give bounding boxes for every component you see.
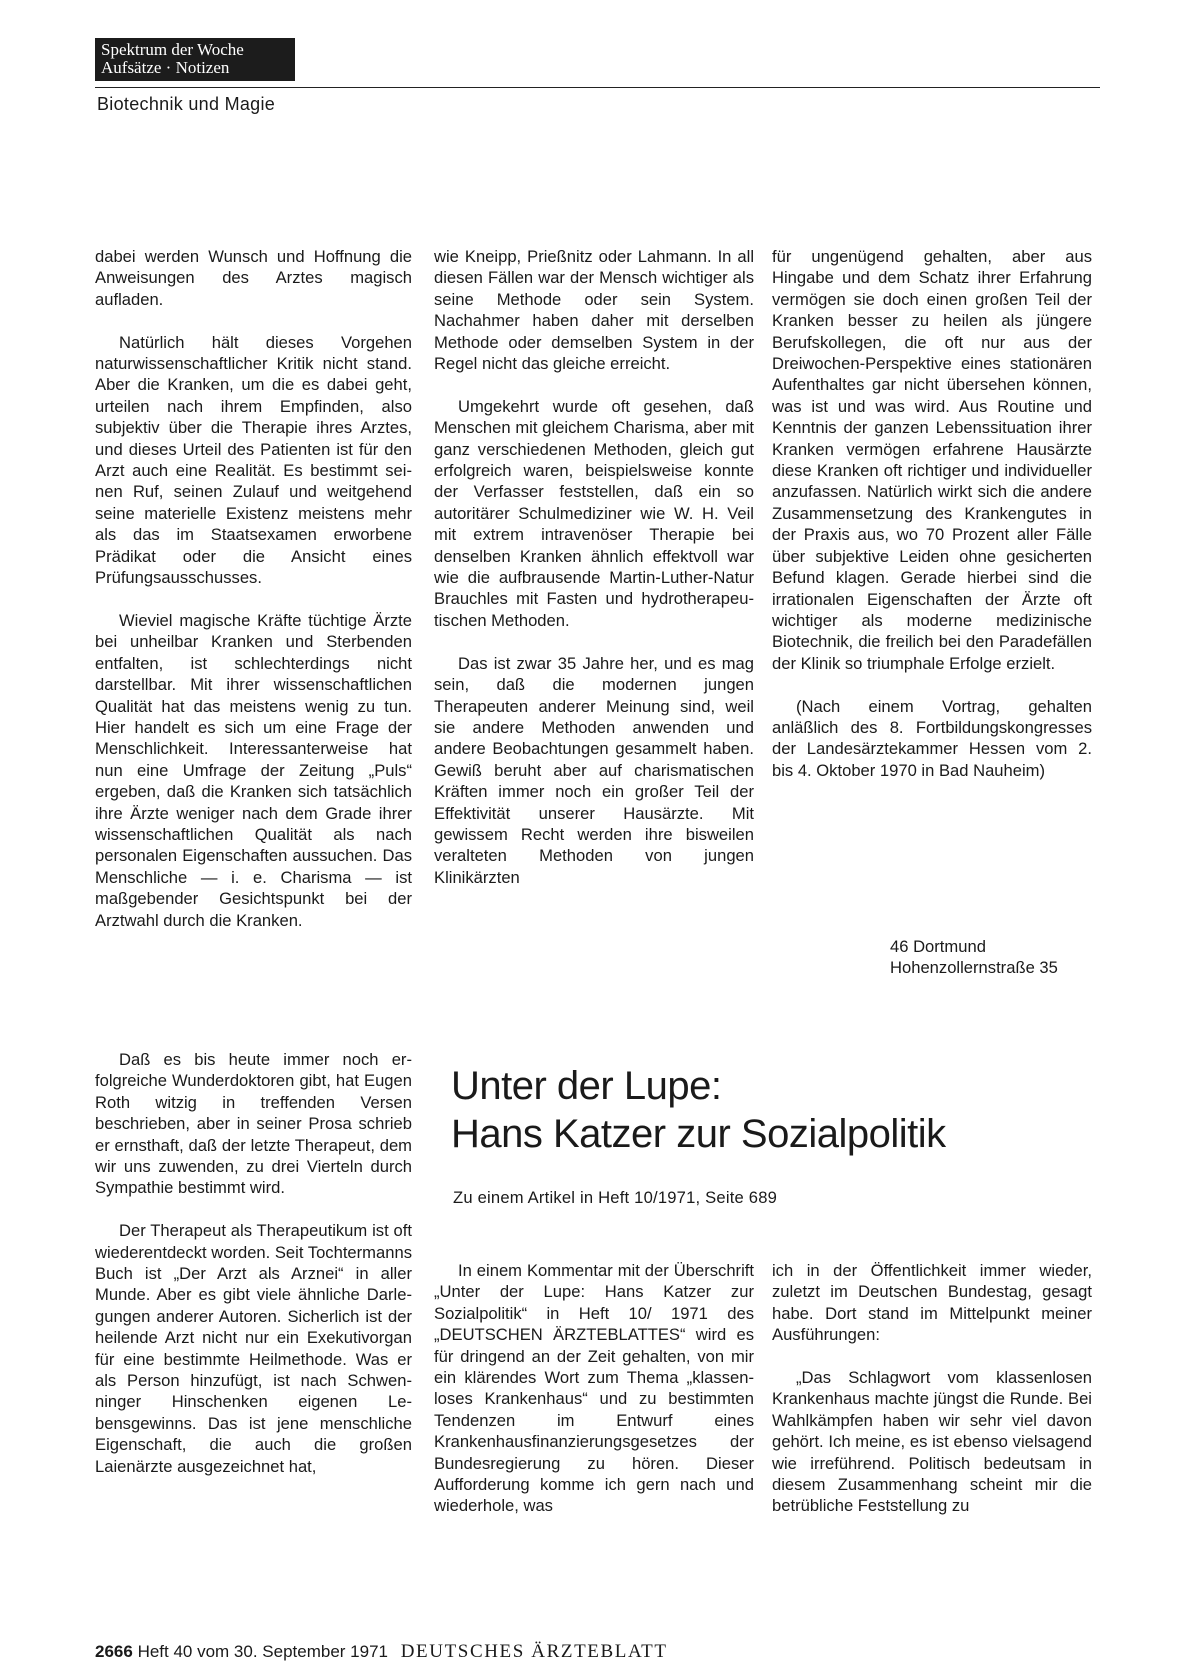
section-tag-line2: Aufsätze · Notizen: [101, 58, 230, 77]
paragraph: Das ist zwar 35 Jahre her, und es mag sein, daß die modernen jungen Therapeuten anderer Meinung sind, weil sie andere Methoden anwenden und andere Beobachtungen gesammelt haben. Gewiß beruht aber auf charismatischen Kräften immer noch ein großer Teil der Effektivität unserer Hausärzte. Mit gewissem Recht werden ihre bisweilen veralteten Methoden von jungen Klinikärzten: [434, 653, 754, 887]
issue-info: Heft 40 vom 30. September 1971: [137, 1642, 388, 1661]
author-address: [890, 936, 1058, 979]
address-city: 46 Dortmund: [890, 937, 986, 956]
article2-headline: [451, 1062, 1091, 1158]
journal-name: DEUTSCHES ÄRZTEBLATT: [400, 1641, 668, 1662]
paragraph: ich in der Öffentlichkeit immer wieder, zuletzt im Deutschen Bundestag, gesagt habe. Dort stand im Mittelpunkt meiner Ausführungen:: [772, 1261, 1092, 1345]
paragraph: „Das Schlagwort vom klassenlosen Krankenhaus machte jüngst die Runde. Bei Wahlkämpfen haben wir sehr viel davon gehört. Ich meine, es ist ebenso vielsagend wie irreführend. Politisch bedeutsam in diesem Zusammenhang scheint mir die betrübliche Feststellung zu: [772, 1368, 1092, 1516]
page-number: 2666: [95, 1642, 133, 1661]
subsection-title: Biotechnik und Magie: [97, 94, 276, 114]
section-tag: [95, 38, 295, 81]
section-tag-line1: Spektrum der Woche: [101, 40, 244, 59]
article2-column-3: [772, 1260, 1092, 1538]
paragraph: dabei werden Wunsch und Hoffnung die Anweisungen des Arztes magisch aufladen.: [95, 247, 412, 309]
header-rule: [95, 87, 1100, 88]
article1-column-1-continued: [95, 1049, 412, 1499]
article1-column-2: [434, 246, 754, 910]
headline-line1: Unter der Lupe:: [451, 1064, 722, 1108]
article1-column-3: [772, 246, 1092, 803]
article1-column-1: [95, 246, 412, 952]
paragraph: Umgekehrt wurde oft gesehen, daß Menschen mit gleichem Charisma, aber mit ganz verschiedenen Methoden, gleich gut erfolgreich waren, beispielsweise konnte der Verfasser feststellen, daß ein so autoritärer Schulmediziner wie W. H. Veil mit extrem intravenöser Therapie bei denselben Kranken ähnlich effektvoll war wie die aufbrausende Martin-Luther-Natur Brauchles mit Fasten und hydrotherapeutischen Methoden.: [434, 396, 754, 630]
paragraph: Daß es bis heute immer noch erfolgreiche Wunderdoktoren gibt, hat Eugen Roth witzig in treffenden Versen beschrieben, aber in seiner Prosa schrieb er ernsthaft, daß der letzte Therapeut, dem wir uns zuwenden, zu drei Vierteln durch Sympathie bestimmt wird.: [95, 1050, 412, 1198]
paragraph: Der Therapeut als Therapeutikum ist oft wiederentdeckt worden. Seit Tochtermanns Buch ist „Der Arzt als Arznei“ in aller Munde. Aber es gibt viele ähnliche Darlegungen anderer Autoren. Sicherlich ist der heilende Arzt nicht nur ein Exekutivorgan für eine bestimmte Heilmethode. Was er als Person hinzufügt, ist nach Schwenninger Hinschenken eigenen Lebensgewinns. Das ist jene menschliche Eigenschaft, die auch die großen Laienärzte ausgezeichnet hat,: [95, 1221, 412, 1476]
article2-column-2: [434, 1260, 754, 1538]
paragraph: In einem Kommentar mit der Überschrift „Unter der Lupe: Hans Katzer zur Sozialpolitik“ in Heft 10/ 1971 des „DEUTSCHEN ÄRZTEBLATTES“ wird es für dringend an der Zeit gehalten, von mir ein klärendes Wort zum Thema „klassenloses Krankenhaus“ und zu bestimmten Tendenzen im Entwurf eines Krankenhausfinanzierungsgesetzes der Bundesregierung zu hören. Dieser Aufforderung komme ich gern nach und wiederhole, was: [434, 1261, 754, 1516]
paragraph: wie Kneipp, Prießnitz oder Lahmann. In all diesen Fällen war der Mensch wichtiger als seine Methode oder sein System. Nachahmer haben daher mit derselben Methode oder demselben System in der Regel nicht das gleiche erreicht.: [434, 247, 754, 374]
paragraph: Natürlich hält dieses Vorgehen naturwissenschaftlicher Kritik nicht stand. Aber die Kranken, um die es dabei geht, urteilen nach ihrem Empfinden, also subjektiv über die Therapie ihres Arztes, und dieses Urteil des Patienten ist für den Arzt auch eine Realität. Es bestimmt seinen Ruf, seinen Zulauf und weitgehend seine materielle Existenz meistens mehr als das im Staatsexamen erworbene Prädikat oder die Ansicht eines Prüfungsausschusses.: [95, 332, 412, 588]
paragraph: (Nach einem Vortrag, gehalten anläßlich des 8. Fortbildungskongresses der Landesärztekammer Hessen vom 2. bis 4. Oktober 1970 in Bad Nauheim): [772, 696, 1092, 780]
address-street: Hohenzollernstraße 35: [890, 958, 1058, 978]
paragraph: für ungenügend gehalten, aber aus Hingabe und dem Schatz ihrer Erfahrung vermögen sie doch einen großen Teil der Kranken besser zu heilen als jüngere Berufskollegen, die oft nur aus der Dreiwochen-Perspektive eines stationären Aufenthaltes gar nicht übersehen können, was ist und was wird. Aus Routine und Kenntnis der ganzen Lebenssituation ihrer Kranken vermögen erfahrene Hausärzte diese Kranken oft richtiger und individueller anzufassen. Natürlich wirkt sich die andere Zusammensetzung des Krankengutes in der Praxis aus, wo 70 Prozent aller Fälle über subjektive Leiden ohne gesicherten Befund klagen. Gerade hierbei sind die irrationalen Eigenschaften der Ärzte oft wichtiger als moderne medizinische Biotechnik, die freilich bei den Paradefällen der Klinik so triumphale Erfolge erzielt.: [772, 247, 1092, 673]
article2-subtitle: Zu einem Artikel in Heft 10/1971, Seite 689: [453, 1188, 778, 1207]
headline-line2: Hans Katzer zur Sozialpolitik: [451, 1112, 946, 1156]
paragraph: Wieviel magische Kräfte tüchtige Ärzte bei unheilbar Kranken und Sterbenden entfalten, ist schlechterdings nicht darstellbar. Mit ihrer wissenschaftlichen Qualität hat das meistens wenig zu tun. Hier handelt es sich um eine Frage der Menschlichkeit. Interessanterweise hat nun eine Umfrage der Zeitung „Puls“ ergeben, daß die Kranken sich tatsächlich ihre Ärzte weniger nach dem Grade ihrer wissenschaftlichen Qualität als nach personalen Eigenschaften aussuchen. Das Menschliche — i. e. Charisma — ist maßgebender Gesichtspunkt bei der Arztwahl durch die Kranken.: [95, 610, 412, 930]
page-footer: [95, 1641, 668, 1663]
